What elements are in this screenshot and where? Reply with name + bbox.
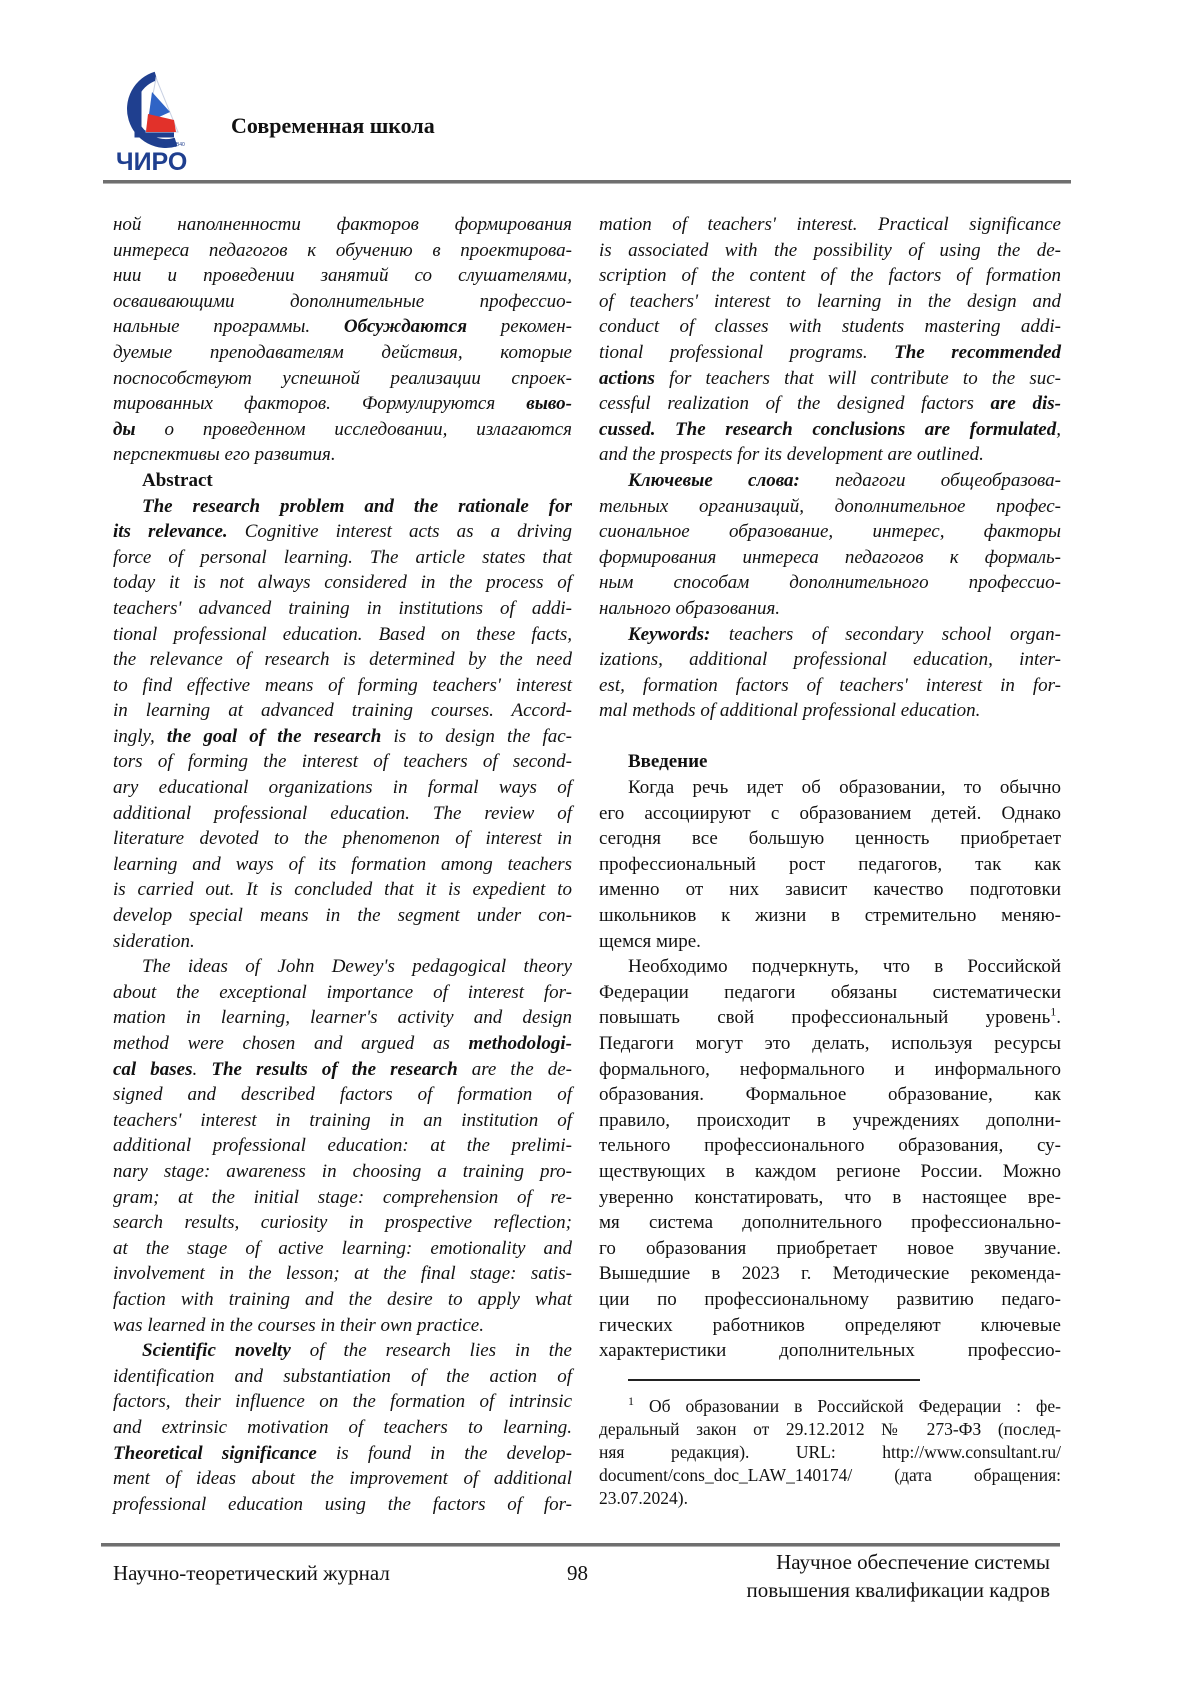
text-run: develop special means in the segment under con- <box>113 905 572 926</box>
text-run: est, formation factors of teachers' interest in for- <box>599 675 1061 696</box>
bold-run: the goal of the research <box>167 726 381 747</box>
text-run: ной наполненности факторов формирования <box>113 214 572 235</box>
text-run: are the de- <box>458 1059 572 1080</box>
footnote-rule <box>628 1379 920 1381</box>
text-line <box>113 1389 572 1415</box>
text-run: сегодня все большую ценность приобретает <box>599 828 1061 849</box>
text-line <box>113 852 572 878</box>
text-line <box>599 647 1061 673</box>
text-run: именно от них зависит качество подготовки <box>599 879 1061 900</box>
text-line <box>599 954 1061 980</box>
bold-run: cal bases <box>113 1059 193 1080</box>
bold-run: actions <box>599 368 655 389</box>
text-line <box>599 775 1061 801</box>
left-column <box>113 212 572 1517</box>
text-line <box>113 1287 572 1313</box>
text-run: today it is not always considered in the process of <box>113 572 572 593</box>
text-line <box>113 724 572 750</box>
text-run: teachers' advanced training in institutions of addi- <box>113 598 572 619</box>
text-line <box>113 1057 572 1083</box>
text-line <box>113 1236 572 1262</box>
text-run: . <box>1056 1007 1061 1028</box>
text-run: мя система дополнительного профессионально- <box>599 1212 1061 1233</box>
text-line <box>599 391 1061 417</box>
text-run: learning and ways of its formation among teachers <box>113 854 572 875</box>
text-line <box>113 749 572 775</box>
footnote-marker: 1 <box>1050 1005 1056 1019</box>
footer-journal-type: Научно-теоретический журнал <box>113 1561 390 1586</box>
text-line <box>113 698 572 724</box>
text-run: формирования интереса педагогов к формаль- <box>599 547 1061 568</box>
text-run: teachers of secondary school organ- <box>710 624 1061 645</box>
header-rule <box>103 180 1071 184</box>
text-line <box>599 519 1061 545</box>
text-line <box>599 212 1061 238</box>
text-run: teachers' interest in training in an institution of <box>113 1110 572 1131</box>
text-run: ным способам дополнительного профессио- <box>599 572 1061 593</box>
text-line <box>599 1287 1061 1313</box>
text-line <box>113 826 572 852</box>
text-line <box>599 545 1061 571</box>
footer-section-line: Научное обеспечение системы <box>746 1548 1050 1576</box>
text-run: mation in learning, learner's activity and design <box>113 1007 572 1028</box>
text-line <box>113 622 572 648</box>
text-run: нии и проведении занятий со слушателями, <box>113 265 572 286</box>
text-run: 23.07.2024). <box>599 1488 688 1508</box>
bold-run: Scientific novelty <box>142 1340 291 1361</box>
text-run: literature devoted to the phenomenon of interest in <box>113 828 572 849</box>
text-line <box>113 417 572 443</box>
bold-run: The research problem and the rationale for <box>142 496 572 517</box>
text-run: in learning at advanced training courses. Accord- <box>113 700 572 721</box>
text-line <box>599 1057 1061 1083</box>
bold-run: ды <box>113 419 136 440</box>
text-line <box>113 954 572 980</box>
journal-title: Современная школа <box>231 113 435 139</box>
text-line <box>599 596 1061 622</box>
text-line <box>113 1159 572 1185</box>
text-run: the relevance of research is determined by the need <box>113 649 572 670</box>
chiro-logo <box>112 70 208 174</box>
text-line <box>113 980 572 1006</box>
bold-run: its relevance. <box>113 521 228 542</box>
text-run: is carried out. It is concluded that it is expedient to <box>113 879 572 900</box>
bold-run: The results of the research <box>211 1059 457 1080</box>
text-line <box>113 1415 572 1441</box>
text-line <box>599 417 1061 443</box>
text-run: деральный закон от 29.12.2012 № 273-ФЗ (послед- <box>599 1419 1061 1439</box>
text-run: сиональное образование, интерес, факторы <box>599 521 1061 542</box>
footer-section-line: повышения квалификации кадров <box>746 1576 1050 1604</box>
text-run: signed and described factors of formation of <box>113 1084 572 1105</box>
text-run: additional professional education. The review of <box>113 803 572 824</box>
text-line <box>599 1082 1061 1108</box>
text-line <box>113 545 572 571</box>
text-run: mal methods of additional professional education. <box>599 700 980 721</box>
text-line <box>599 1210 1061 1236</box>
text-line <box>113 494 572 520</box>
text-run: about the exceptional importance of interest for- <box>113 982 572 1003</box>
text-run: The ideas of John Dewey's pedagogical theory <box>142 956 572 977</box>
text-line <box>599 1261 1061 1287</box>
text-line <box>599 366 1061 392</box>
text-line <box>113 1133 572 1159</box>
text-line <box>113 1031 572 1057</box>
text-run: . <box>193 1059 212 1080</box>
text-run: правило, происходит в учреждениях дополни- <box>599 1110 1061 1131</box>
text-run: формального, неформального и информального <box>599 1059 1061 1080</box>
text-run: identification and substantiation of the action of <box>113 1366 572 1387</box>
text-run: tional professional programs. <box>599 342 894 363</box>
text-line <box>599 1395 1061 1418</box>
text-line <box>599 314 1061 340</box>
text-run: ingly, <box>113 726 167 747</box>
text-line <box>599 980 1061 1006</box>
text-run: and the prospects for its development are outlined. <box>599 444 984 465</box>
text-run: няя редакция). URL: http://www.consultant.ru/ <box>599 1442 1061 1462</box>
text-run: to find effective means of forming teachers' interest <box>113 675 572 696</box>
text-line <box>599 494 1061 520</box>
text-line <box>599 929 1061 955</box>
text-line <box>599 1133 1061 1159</box>
text-run: sideration. <box>113 931 195 952</box>
text-run: faction with training and the desire to apply what <box>113 1289 572 1310</box>
text-run: ary educational organizations in formal ways of <box>113 777 572 798</box>
text-run: was learned in the courses in their own practice. <box>113 1315 484 1336</box>
text-line <box>599 877 1061 903</box>
text-line <box>113 1338 572 1364</box>
footnote-marker: 1 <box>628 1394 634 1408</box>
text-run: mation of teachers' interest. Practical significance <box>599 214 1061 235</box>
bold-run: methodologi- <box>469 1033 572 1054</box>
text-run: professional education using the factors of for- <box>113 1494 572 1515</box>
text-line <box>599 1159 1061 1185</box>
text-run: тельного профессионального образования, су- <box>599 1135 1061 1156</box>
text-run: Об образовании в Российской Федерации : фе- <box>634 1396 1061 1416</box>
bold-run: Theoretical significance <box>113 1443 317 1464</box>
bold-run: The recommended <box>894 342 1061 363</box>
text-run: tors of forming the interest of teachers of second- <box>113 751 572 772</box>
text-run: force of personal learning. The article states that <box>113 547 572 568</box>
text-line <box>113 1313 572 1339</box>
text-line <box>599 1441 1061 1464</box>
page-number: 98 <box>567 1561 588 1586</box>
text-run: тельных организаций, дополнительное профес- <box>599 496 1061 517</box>
text-line <box>599 1031 1061 1057</box>
text-line <box>113 263 572 289</box>
text-line <box>599 1185 1061 1211</box>
text-run: ществующих в каждом регионе России. Можно <box>599 1161 1061 1182</box>
text-run: document/cons_doc_LAW_140174/ (дата обращения: <box>599 1465 1061 1485</box>
text-line <box>599 1313 1061 1339</box>
text-run: перспективы его развития. <box>113 444 336 465</box>
text-run: is found in the develop- <box>317 1443 572 1464</box>
text-line <box>599 1487 1061 1510</box>
text-line <box>113 340 572 366</box>
text-run: уверенно констатировать, что в настоящее вре- <box>599 1187 1061 1208</box>
text-line <box>113 1364 572 1390</box>
text-run: нальные программы. <box>113 316 344 337</box>
text-run: ции по профессиональному развитию педаго- <box>599 1289 1061 1310</box>
text-line <box>113 314 572 340</box>
text-line <box>599 1108 1061 1134</box>
text-run: additional professional education: at the prelimi- <box>113 1135 572 1156</box>
text-run: Cognitive interest acts as a driving <box>228 521 572 542</box>
text-run: гических работников определяют ключевые <box>599 1315 1061 1336</box>
text-line <box>599 1418 1061 1441</box>
text-run: школьников к жизни в стремительно меняю- <box>599 905 1061 926</box>
text-line <box>113 1441 572 1467</box>
text-run: нального образования. <box>599 598 780 619</box>
bold-run: Keywords: <box>628 624 710 645</box>
text-run: осваивающими дополнительные профессио- <box>113 291 572 312</box>
text-line <box>599 698 1061 724</box>
text-run: педагоги общеобразова- <box>800 470 1061 491</box>
text-line <box>599 340 1061 366</box>
text-line <box>113 1210 572 1236</box>
text-line <box>113 1466 572 1492</box>
section-heading <box>113 468 572 494</box>
text-line <box>599 468 1061 494</box>
text-line <box>113 1492 572 1518</box>
bold-run: Обсуждаются <box>344 316 467 337</box>
text-line <box>599 1338 1061 1364</box>
text-line <box>113 289 572 315</box>
text-run: повышать свой профессиональный уровень <box>599 1007 1050 1028</box>
text-line <box>113 673 572 699</box>
text-run: о проведенном исследовании, излагаются <box>136 419 572 440</box>
text-run: тированных факторов. Формулируются <box>113 393 526 414</box>
text-line <box>113 1261 572 1287</box>
text-run: search results, curiosity in prospective reflection; <box>113 1212 572 1233</box>
text-line <box>113 647 572 673</box>
text-run: дуемые преподавателям действия, которые <box>113 342 572 363</box>
text-run: характеристики дополнительных профессио- <box>599 1340 1061 1361</box>
text-run: Abstract <box>142 470 213 491</box>
section-heading <box>599 749 1061 775</box>
svg-text:1937 ДВ40: 1937 ДВ40 <box>160 142 185 148</box>
text-line <box>113 775 572 801</box>
text-line <box>113 238 572 264</box>
text-line <box>113 1005 572 1031</box>
text-line <box>599 826 1061 852</box>
text-line <box>113 929 572 955</box>
logo-text: ЧИРО <box>116 148 187 174</box>
text-line <box>113 801 572 827</box>
text-line <box>113 366 572 392</box>
bold-run: are dis- <box>991 393 1061 414</box>
text-run: рекомен- <box>467 316 572 337</box>
text-line <box>113 1185 572 1211</box>
text-run: интереса педагогов к обучению в проектирова- <box>113 240 572 261</box>
right-column <box>599 212 1061 1364</box>
text-line <box>113 877 572 903</box>
text-run: factors, their influence on the formation of intrinsic <box>113 1391 572 1412</box>
text-line <box>599 1236 1061 1262</box>
text-run: Федерации педагоги обязаны систематически <box>599 982 1061 1003</box>
text-run: scription of the content of the factors of formation <box>599 265 1061 286</box>
bold-run: Ключевые слова: <box>628 470 800 491</box>
text-run: gram; at the initial stage: comprehension of re- <box>113 1187 572 1208</box>
text-line <box>599 673 1061 699</box>
text-run: involvement in the lesson; at the final stage: satis- <box>113 1263 572 1284</box>
text-run: Необходимо подчеркнуть, что в Российской <box>628 956 1061 977</box>
text-line <box>599 238 1061 264</box>
text-run: of teachers' interest to learning in the design and <box>599 291 1061 312</box>
text-line <box>599 801 1061 827</box>
text-run: его ассоциируют с образованием детей. Однако <box>599 803 1061 824</box>
text-line <box>599 263 1061 289</box>
text-run: izations, additional professional education, inter- <box>599 649 1061 670</box>
text-run: ment of ideas about the improvement of additional <box>113 1468 572 1489</box>
text-line <box>599 1005 1061 1031</box>
footer-section <box>746 1548 1050 1604</box>
text-run: го образования приобретает новое звучание. <box>599 1238 1061 1259</box>
text-run: щемся мире. <box>599 931 701 952</box>
text-run: профессиональный рост педагогов, так как <box>599 854 1061 875</box>
text-line <box>599 724 1061 750</box>
text-line <box>599 1464 1061 1487</box>
text-line <box>113 903 572 929</box>
text-run: method were chosen and argued as <box>113 1033 469 1054</box>
text-run: образования. Формальное образование, как <box>599 1084 1061 1105</box>
footnote <box>599 1395 1061 1510</box>
text-line <box>599 570 1061 596</box>
text-run: nary stage: awareness in choosing a training pro- <box>113 1161 572 1182</box>
text-line <box>113 391 572 417</box>
text-run: tional professional education. Based on these facts, <box>113 624 572 645</box>
text-line <box>599 852 1061 878</box>
footer-rule <box>101 1543 1060 1547</box>
text-run: , <box>1056 419 1061 440</box>
bold-run: cussed. The research conclusions are formulated <box>599 419 1056 440</box>
text-run: of the research lies in the <box>291 1340 572 1361</box>
text-run: Введение <box>628 751 708 772</box>
text-run: Вышедшие в 2023 г. Методические рекоменда- <box>599 1263 1061 1284</box>
text-run: conduct of classes with students mastering addi- <box>599 316 1061 337</box>
text-line <box>113 519 572 545</box>
text-line <box>113 596 572 622</box>
text-run: Когда речь идет об образовании, то обычно <box>628 777 1061 798</box>
text-run: Педагоги могут это делать, используя ресурсы <box>599 1033 1061 1054</box>
text-line <box>113 1108 572 1134</box>
text-run: is to design the fac- <box>381 726 572 747</box>
text-line <box>599 903 1061 929</box>
text-line <box>599 622 1061 648</box>
text-run: cessful realization of the designed factors <box>599 393 991 414</box>
text-run: is associated with the possibility of using the de- <box>599 240 1061 261</box>
text-run: at the stage of active learning: emotionality and <box>113 1238 572 1259</box>
text-run: for teachers that will contribute to the suc- <box>655 368 1061 389</box>
text-run: and extrinsic motivation of teachers to learning. <box>113 1417 572 1438</box>
text-line <box>113 1082 572 1108</box>
bold-run: выво- <box>526 393 572 414</box>
text-run: поспособствуют успешной реализации спроек- <box>113 368 572 389</box>
text-line <box>113 212 572 238</box>
text-line <box>599 442 1061 468</box>
text-line <box>113 442 572 468</box>
text-line <box>599 289 1061 315</box>
text-line <box>113 570 572 596</box>
